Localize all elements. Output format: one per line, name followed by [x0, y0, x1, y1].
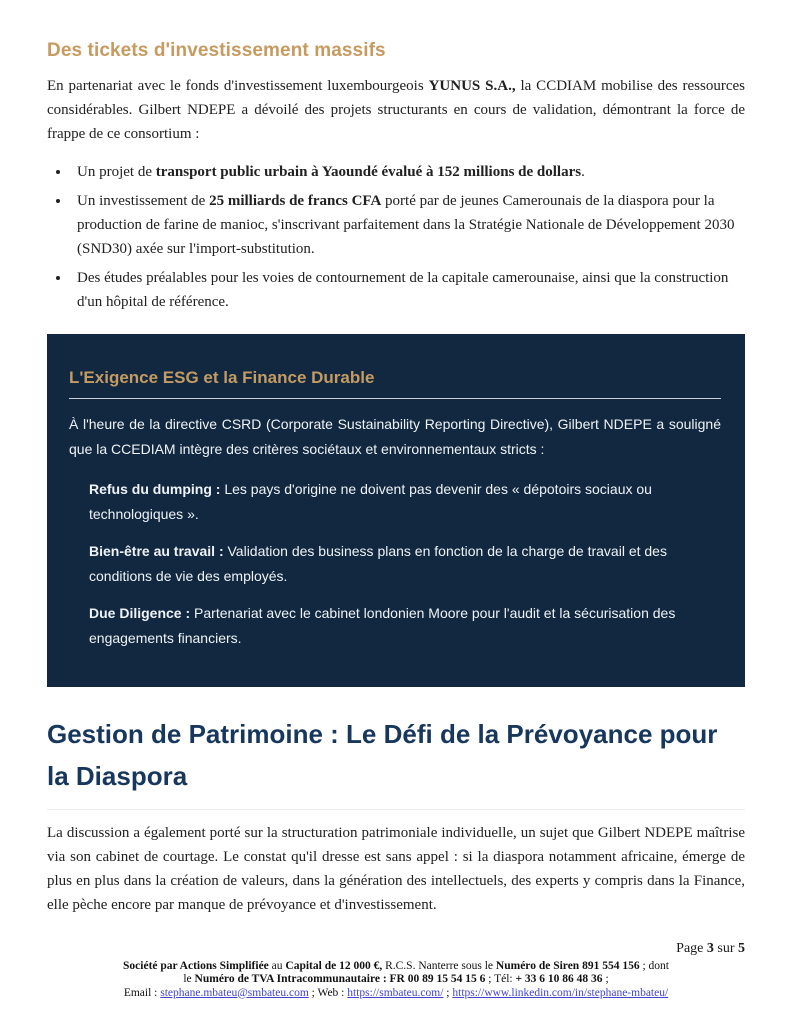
- legal-siren: Numéro de Siren 891 554 156: [495, 959, 640, 972]
- legal-phone: + 33 6 10 86 48 36: [515, 973, 603, 985]
- intro-text: En partenariat avec le fonds d'investissement luxembourgeois: [47, 78, 429, 94]
- list-item-transport: [71, 160, 745, 184]
- legal-line-3: [47, 987, 745, 1001]
- section-heading-tickets: Des tickets d'investissement massifs: [47, 40, 386, 61]
- bullet-text: porté par de jeunes Camerounais de la diaspora pour la production de farine de manioc, s'inscrivant parfaitement dans la Stratégie Nationale de Développement 2030 (SND30) axée sur l'import-substitution.: [77, 193, 735, 257]
- legal-tva: Numéro de TVA Intracommunautaire : FR 00 89 15 54 15 6: [194, 973, 486, 985]
- legal-text: Email :: [123, 986, 161, 999]
- esg-item-due-diligence: [89, 601, 721, 651]
- page-number-total: 5: [738, 940, 745, 956]
- legal-text: au: [268, 959, 286, 972]
- intro-text: la CCDIAM mobilise des ressources considérables. Gilbert NDEPE a dévoilé des projets structurants en cours de validation, démontrant la force de frappe de ce consortium :: [47, 78, 746, 142]
- bullet-text: .: [581, 164, 585, 180]
- projects-bullet-list: [47, 160, 745, 314]
- email-link[interactable]: stephane.mbateu@smbateu.com: [160, 986, 309, 999]
- bullet-bold-text: transport public urbain à Yaoundé évalué à 152 millions de dollars: [155, 164, 582, 180]
- legal-text: le: [183, 973, 195, 985]
- intro-paragraph: [47, 74, 745, 146]
- list-item-etudes: [71, 266, 745, 314]
- page-number-current: 3: [706, 940, 714, 956]
- legal-text: R.C.S. Nanterre sous le: [382, 959, 496, 972]
- esg-item-text: Partenariat avec le cabinet londonien Moore pour l'audit et la sécurisation des engagements financiers.: [89, 605, 676, 646]
- bullet-text: Un projet de: [77, 164, 156, 180]
- legal-text: ;: [602, 973, 609, 985]
- legal-footer: [47, 960, 745, 1001]
- legal-text: ;: [443, 986, 453, 999]
- website-link[interactable]: https://smbateu.com/: [347, 986, 444, 999]
- list-item-investissement: [71, 189, 745, 261]
- patrimoine-paragraph: La discussion a également porté sur la structuration patrimoniale individuelle, un sujet que Gilbert NDEPE maîtrise via son cabinet de courtage. Le constat qu'il dresse est sans appel : si la diaspora notamment africaine, émerge de plus en plus dans la création de valeurs, dans la génération des intellectuels, des experts y compris dans la Finance, elle pèche encore par manque de prévoyance et d'investissement.: [47, 825, 745, 913]
- esg-item-label: Bien-être au travail :: [89, 543, 224, 559]
- legal-line-1: [47, 960, 745, 974]
- esg-item-label: Due Diligence :: [89, 605, 191, 621]
- esg-item-dumping: [89, 477, 721, 527]
- esg-intro-paragraph: À l'heure de la directive CSRD (Corporate Sustainability Reporting Directive), Gilbert NDEPE a souligné que la CCEDIAM intègre des critères sociétaux et environnementaux stricts :: [69, 416, 721, 457]
- legal-line-2: [47, 973, 745, 987]
- esg-item-text: Validation des business plans en fonction de la charge de travail et des conditions de vie des employés.: [89, 543, 667, 584]
- bullet-text: Des études préalables pour les voies de contournement de la capitale camerounaise, ainsi que la construction d'un hôpital de référence.: [77, 270, 729, 310]
- esg-item-label: Refus du dumping :: [89, 481, 221, 497]
- page-number-text: Page: [676, 940, 707, 956]
- page-number-text: sur: [713, 940, 738, 956]
- bullet-text: Un investissement de: [77, 193, 210, 209]
- legal-capital: Capital de 12 000 €,: [285, 959, 383, 972]
- legal-text: ; dont: [639, 959, 669, 972]
- esg-box-heading: L'Exigence ESG et la Finance Durable: [69, 368, 375, 387]
- bullet-bold-text: 25 milliards de francs CFA: [209, 193, 382, 209]
- section-heading-patrimoine: Gestion de Patrimoine : Le Défi de la Prévoyance pour la Diaspora: [47, 713, 745, 810]
- page-footer: [0, 941, 791, 1024]
- legal-text: ; Web :: [308, 986, 348, 999]
- esg-item-bien-etre: [89, 539, 721, 589]
- esg-callout-box: [47, 334, 745, 687]
- legal-company-form: Société par Actions Simplifiée: [123, 959, 269, 972]
- esg-item-text: Les pays d'origine ne doivent pas devenir des « dépotoirs sociaux ou technologiques ».: [89, 481, 652, 522]
- linkedin-link[interactable]: https://www.linkedin.com/in/stephane-mbateu/: [452, 986, 669, 999]
- intro-bold-yunus: YUNUS S.A.,: [428, 78, 516, 94]
- legal-text: ; Tél:: [485, 973, 516, 985]
- esg-heading-divider: [69, 398, 721, 399]
- page-number: [47, 941, 745, 957]
